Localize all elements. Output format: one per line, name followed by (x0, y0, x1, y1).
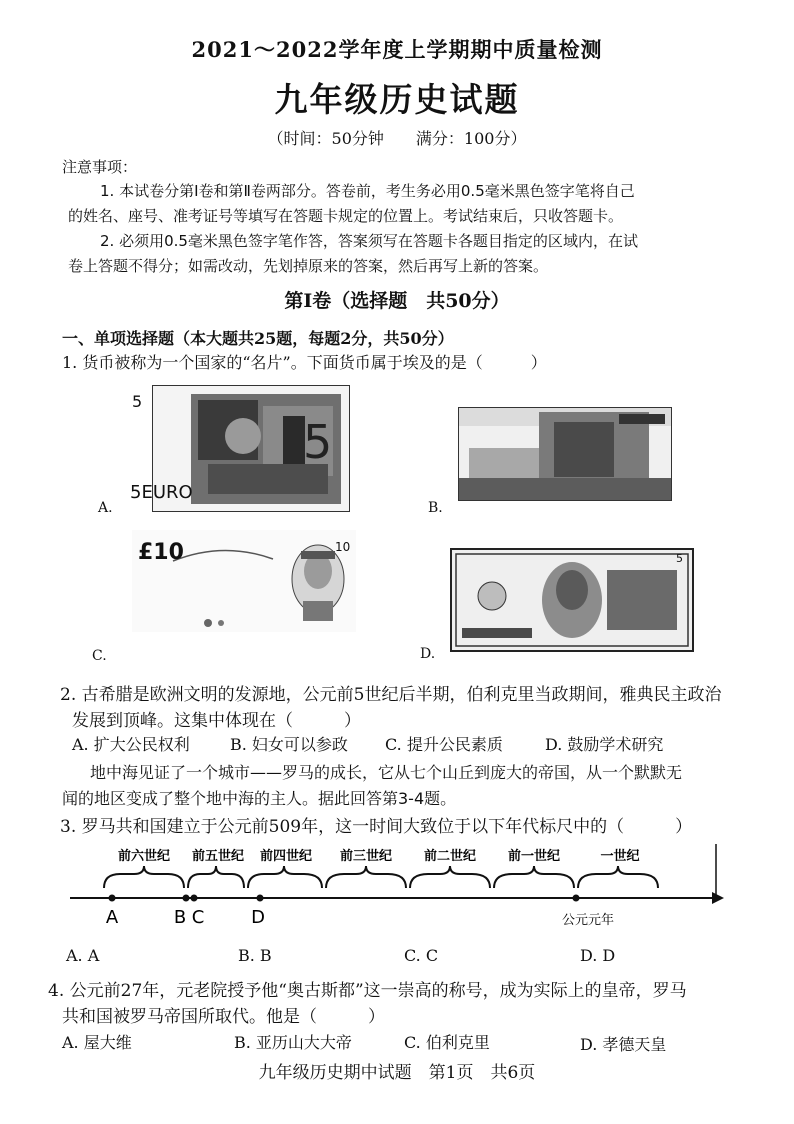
question-4-stem-line-2: 共和国被罗马帝国所取代。他是（ ） (62, 1007, 385, 1027)
question-1-stem: 1. 货币被称为一个国家的“名片”。下面货币属于埃及的是（ ） (62, 353, 547, 372)
svg-text:5: 5 (303, 415, 333, 469)
pound-corner-number: 10 (335, 540, 351, 554)
century-timeline (60, 838, 730, 938)
question-3-stem: 3. 罗马共和国建立于公元前509年，这一时间大致位于以下年代标尺中的（ ） (60, 817, 693, 837)
exam-title: 九年级历史试题 (274, 80, 520, 119)
timeline-point-c-label: C (191, 907, 205, 928)
q3-option-c: C. C (404, 946, 439, 965)
exam-time-info: （时间：50分钟 满分：100分） (267, 129, 527, 148)
note-1-line-2: 的姓名、座号、准考证号等填写在答题卡规定的位置上。考试结束后，只收答题卡。 (68, 207, 624, 225)
q1-option-a-label: A. (98, 500, 113, 516)
q1-option-d-label: D. (420, 646, 436, 662)
timeline-century-label: 前四世纪 (259, 849, 313, 864)
passage-line-1: 地中海见证了一个城市——罗马的成长，它从七个山丘到庞大的帝国，从一个默默无 (90, 763, 683, 782)
note-2-line-2: 卷上答题不得分；如需改动，先划掉原来的答案，然后再写上新的答案。 (68, 257, 549, 275)
note-2-line-1: 2. 必须用0.5毫米黑色签字笔作答，答案须写在答题卡各题目指定的区域内，在试 (100, 232, 638, 250)
timeline-braces (104, 866, 658, 888)
notes-heading: 注意事项： (62, 158, 138, 176)
section-title: 第Ⅰ卷（选择题 共50分） (284, 290, 510, 312)
q4-option-c: C. 伯利克里 (404, 1033, 490, 1052)
dollar-banknote-drawing (452, 550, 692, 650)
q1-option-c-label: C. (92, 648, 107, 664)
question-2-stem-line-1: 2. 古希腊是欧洲文明的发源地，公元前5世纪后半期，伯利克里当政期间，雅典民主政治 (60, 685, 722, 705)
timeline-century-label: 前二世纪 (423, 849, 477, 864)
q3-option-d: D. D (580, 946, 616, 965)
note-1-line-1: 1. 本试卷分第Ⅰ卷和第Ⅱ卷两部分。答卷前，考生务必用0.5毫米黑色签字笔将自己 (100, 182, 635, 200)
timeline-century-label: 前五世纪 (191, 849, 245, 864)
part-heading: 一、单项选择题（本大题共25题，每题2分，共50分） (62, 329, 454, 348)
q2-option-c: C. 提升公民素质 (385, 735, 503, 754)
timeline-epoch-point (573, 895, 580, 902)
egyptian-banknote-drawing (459, 408, 671, 500)
q4-option-d: D. 孝德天皇 (580, 1035, 667, 1054)
timeline-century-label: 前一世纪 (507, 849, 561, 864)
q2-option-d: D. 鼓励学术研究 (545, 735, 664, 754)
timeline-arrow-icon (712, 892, 724, 904)
passage-line-2: 闻的地区变成了整个地中海的主人。据此回答第3-4题。 (62, 789, 457, 808)
exam-period-title: 2021～2022学年度上学期期中质量检测 (191, 37, 603, 62)
question-4-stem-line-1: 4. 公元前27年，元老院授予他“奥古斯都”这一崇高的称号，成为实际上的皇帝，罗马 (48, 981, 687, 1001)
euro-denomination: 5EURO (130, 482, 193, 503)
dollar-banknote-image (450, 548, 694, 652)
pound-denomination: £10 (138, 540, 184, 565)
question-2-stem-line-2: 发展到顶峰。这集中体现在（ ） (72, 711, 361, 731)
timeline-point-d (257, 895, 264, 902)
q3-option-b: B. B (238, 946, 272, 965)
q3-option-a: A. A (66, 946, 100, 965)
q4-option-b: B. 亚历山大大帝 (234, 1033, 352, 1052)
timeline-point-a-label: A (105, 907, 119, 928)
euro-top-number: 5 (132, 392, 143, 411)
q4-option-a: A. 屋大维 (62, 1033, 132, 1052)
egyptian-banknote-image (458, 407, 672, 501)
page-footer: 九年级历史期中试题 第1页 共6页 (258, 1063, 536, 1083)
timeline-century-label: 一世纪 (600, 849, 640, 864)
timeline-point-a (109, 895, 116, 902)
timeline-point-c (191, 895, 198, 902)
timeline-point-b (183, 895, 190, 902)
timeline-point-b-label: B (173, 907, 187, 928)
q1-option-b-label: B. (428, 500, 443, 516)
timeline-century-label: 前三世纪 (339, 849, 393, 864)
timeline-century-label: 前六世纪 (117, 849, 171, 864)
timeline-point-d-label: D (251, 907, 265, 928)
timeline-epoch-label: 公元元年 (561, 913, 615, 928)
q2-option-a: A. 扩大公民权利 (72, 735, 190, 754)
dollar-corner-number: 5 (676, 552, 683, 565)
q2-option-b: B. 妇女可以参政 (230, 735, 348, 754)
